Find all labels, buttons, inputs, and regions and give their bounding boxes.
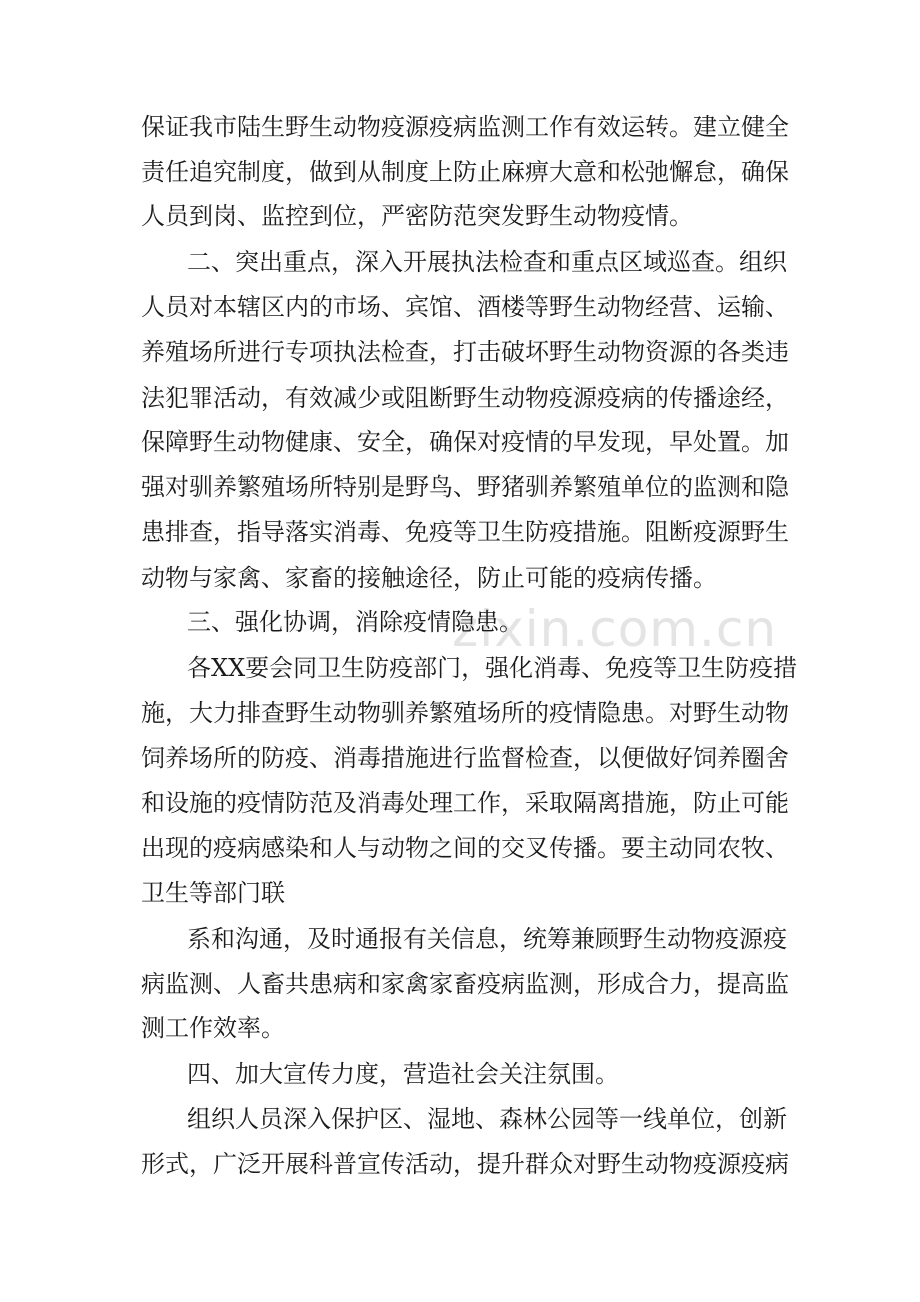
- text-line: 患排查，指导落实消毒、免疫等卫生防疫措施。阻断疫源野生: [141, 518, 789, 546]
- section-heading-2: 二、突出重点，深入开展执法检查和重点区域巡查。组织: [187, 248, 787, 276]
- text-line: 保障野生动物健康、安全，确保对疫情的早发现，早处置。加: [141, 428, 789, 456]
- text-line: 强对驯养繁殖场所特别是野鸟、野猪驯养繁殖单位的监测和隐: [141, 473, 789, 501]
- text-line: 出现的疫病感染和人与动物之间的交叉传播。要主动同农牧、: [141, 834, 789, 862]
- text-line: 组织人员深入保护区、湿地、森林公园等一线单位，创新: [187, 1105, 787, 1133]
- text-line: 饲养场所的防疫、消毒措施进行监督检查，以便做好饲养圈舍: [141, 744, 789, 772]
- text-line: 病监测、人畜共患病和家禽家畜疫病监测，形成合力，提高监: [141, 970, 789, 998]
- text-line: 责任追究制度，做到从制度上防止麻痹大意和松弛懈怠，确保: [141, 158, 789, 186]
- section-heading-3: 三、强化协调，消除疫情隐患。: [187, 608, 523, 636]
- text-line: 形式，广泛开展科普宣传活动，提升群众对野生动物疫源疫病: [141, 1150, 789, 1178]
- text-line: 系和沟通，及时通报有关信息，统筹兼顾野生动物疫源疫: [187, 925, 787, 953]
- text-line: 各XX要会同卫生防疫部门，强化消毒、免疫等卫生防疫措: [187, 654, 798, 682]
- watermark: zixin.com.cn: [452, 600, 778, 658]
- text-line: 施，大力排查野生动物驯养繁殖场所的疫情隐患。对野生动物: [141, 699, 789, 727]
- text-line: 人员到岗、监控到位，严密防范突发野生动物疫情。: [141, 202, 693, 230]
- text-line: 人员对本辖区内的市场、宾馆、酒楼等野生动物经营、运输、: [141, 293, 789, 321]
- text-line: 和设施的疫情防范及消毒处理工作，采取隔离措施，防止可能: [141, 789, 789, 817]
- text-line: 法犯罪活动，有效减少或阻断野生动物疫源疫病的传播途经，: [141, 384, 789, 412]
- text-line: 养殖场所进行专项执法检查，打击破坏野生动物资源的各类违: [141, 338, 789, 366]
- text-line: 测工作效率。: [141, 1014, 285, 1042]
- section-heading-4: 四、加大宣传力度，营造社会关注氛围。: [187, 1060, 619, 1088]
- text-line: 保证我市陆生野生动物疫源疫病监测工作有效运转。建立健全: [141, 113, 789, 141]
- text-line: 动物与家禽、家畜的接触途径，防止可能的疫病传播。: [141, 564, 717, 592]
- text-line: 卫生等部门联: [141, 879, 285, 907]
